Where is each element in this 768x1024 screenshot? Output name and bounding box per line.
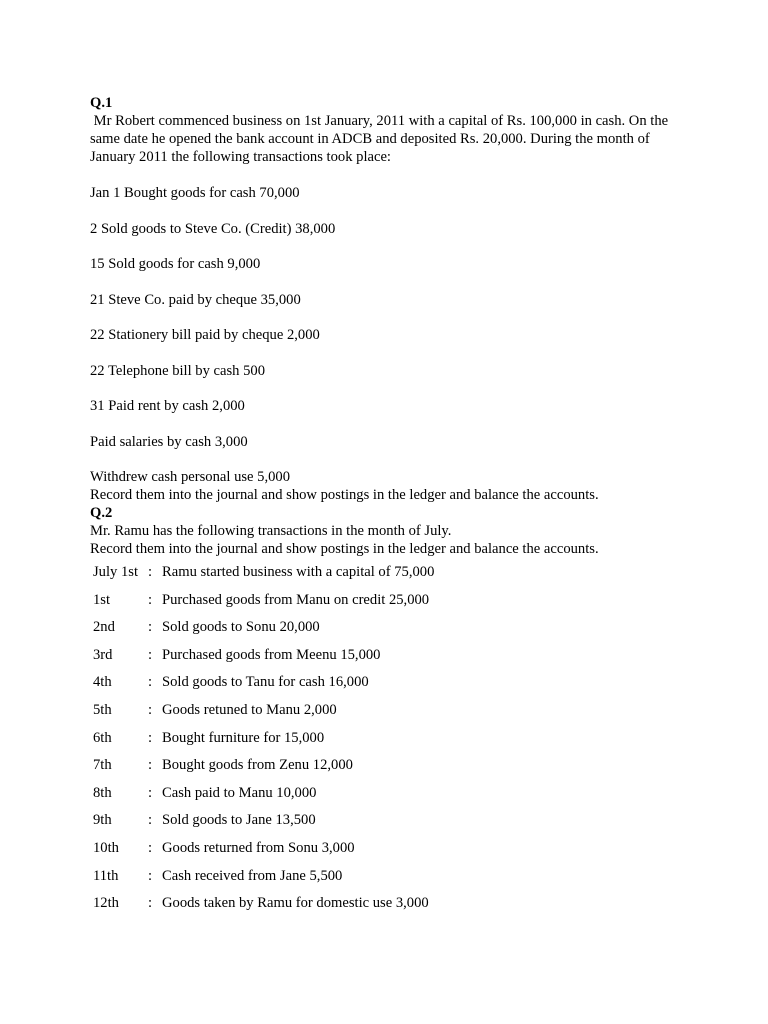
row-text: Purchased goods from Manu on credit 25,000 xyxy=(162,591,430,608)
transactions-table-body xyxy=(90,563,434,922)
row-date: 4th xyxy=(93,674,112,691)
row-separator: : xyxy=(148,757,153,774)
row-separator: : xyxy=(148,619,153,636)
row-text: Bought goods from Zenu 12,000 xyxy=(162,757,353,774)
row-separator: : xyxy=(148,895,153,912)
row-text: Cash paid to Manu 10,000 xyxy=(162,784,317,801)
table-row xyxy=(90,811,434,839)
row-date: 1st xyxy=(93,591,111,608)
row-date: 7th xyxy=(93,757,112,774)
question-1-intro: Mr Robert commenced business on 1st January, 2011 with a capital of Rs. 100,000 in cash. On the same date he opened the bank account in ADCB and deposited Rs. 20,000. During the month of January 2011 the following transactions took place: xyxy=(90,113,672,165)
row-text: Bought furniture for 15,000 xyxy=(162,729,325,746)
row-separator: : xyxy=(148,729,153,746)
transaction-line: Paid salaries by cash 3,000 xyxy=(90,433,248,450)
question-2-title: Q.2 xyxy=(90,505,113,521)
table-row xyxy=(90,618,434,646)
question-2-transactions-table xyxy=(90,563,434,922)
row-text: Goods taken by Ramu for domestic use 3,000 xyxy=(162,895,429,912)
table-row xyxy=(90,784,434,812)
row-separator: : xyxy=(148,701,153,718)
table-row xyxy=(90,894,434,922)
row-separator: : xyxy=(148,591,153,608)
row-separator: : xyxy=(148,867,153,884)
row-date: 3rd xyxy=(93,646,113,663)
table-row xyxy=(90,701,434,729)
row-date: 9th xyxy=(93,812,112,829)
row-separator: : xyxy=(148,646,153,663)
question-2-instruction: Record them into the journal and show postings in the ledger and balance the accounts. xyxy=(90,541,599,557)
transaction-line: 22 Stationery bill paid by cheque 2,000 xyxy=(90,327,320,343)
row-text: Sold goods to Sonu 20,000 xyxy=(162,619,320,636)
table-row xyxy=(90,867,434,895)
table-row xyxy=(90,591,434,619)
row-date: 6th xyxy=(93,729,112,746)
question-1-transactions xyxy=(90,184,690,486)
transaction-line: 2 Sold goods to Steve Co. (Credit) 38,000 xyxy=(90,220,336,237)
transaction-line: 21 Steve Co. paid by cheque 35,000 xyxy=(90,291,301,308)
row-text: Goods retuned to Manu 2,000 xyxy=(162,701,337,718)
row-date: 12th xyxy=(93,895,119,912)
transaction-line: Withdrew cash personal use 5,000 xyxy=(90,469,291,485)
table-row xyxy=(90,839,434,867)
table-row xyxy=(90,756,434,784)
spacer xyxy=(90,166,690,184)
row-date: 2nd xyxy=(93,619,115,636)
question-1-title: Q.1 xyxy=(90,95,113,111)
table-row xyxy=(90,729,434,757)
row-date: 8th xyxy=(93,784,112,801)
transaction-line: 31 Paid rent by cash 2,000 xyxy=(90,398,245,414)
row-date: 11th xyxy=(93,867,119,884)
row-date: 10th xyxy=(93,839,119,856)
row-separator: : xyxy=(148,839,153,856)
row-text: Sold goods to Tanu for cash 16,000 xyxy=(162,674,369,691)
row-date: July 1st xyxy=(93,564,139,580)
transaction-line: Jan 1 Bought goods for cash 70,000 xyxy=(90,185,300,201)
row-date: 5th xyxy=(93,701,112,718)
table-row xyxy=(90,646,434,674)
table-row xyxy=(90,563,434,591)
row-text: Ramu started business with a capital of 75,000 xyxy=(162,564,435,580)
document-page xyxy=(90,94,690,922)
row-separator: : xyxy=(148,812,153,829)
question-2-intro: Mr. Ramu has the following transactions in the month of July. xyxy=(90,523,452,539)
transaction-line: 22 Telephone bill by cash 500 xyxy=(90,362,266,379)
row-text: Cash received from Jane 5,500 xyxy=(162,867,343,884)
row-separator: : xyxy=(148,674,153,691)
transaction-line: 15 Sold goods for cash 9,000 xyxy=(90,256,261,272)
row-text: Goods returned from Sonu 3,000 xyxy=(162,839,355,856)
row-text: Purchased goods from Meenu 15,000 xyxy=(162,646,381,663)
row-text: Sold goods to Jane 13,500 xyxy=(162,812,316,829)
question-1-instruction: Record them into the journal and show postings in the ledger and balance the accounts. xyxy=(90,487,599,503)
row-separator: : xyxy=(148,564,153,580)
row-separator: : xyxy=(148,784,153,801)
table-row xyxy=(90,673,434,701)
